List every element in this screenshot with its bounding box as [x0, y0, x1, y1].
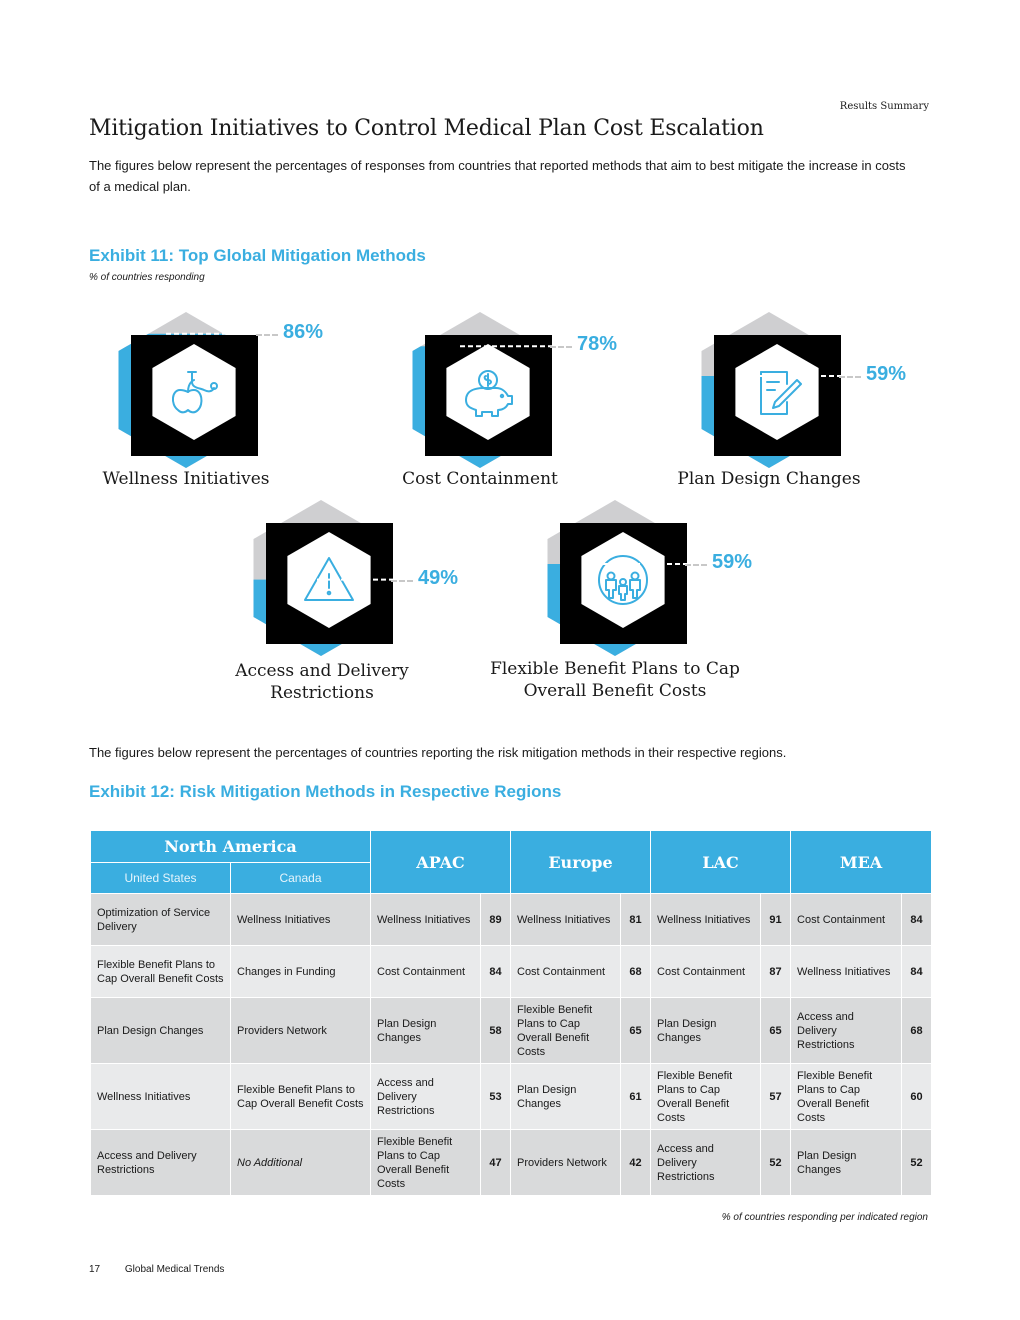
mea-method-cell: Cost Containment: [791, 894, 902, 946]
hexagon-graphic: [405, 310, 555, 470]
exhibit-12-intro: The figures below represent the percentages of countries reporting the risk mitigation methods in their respective regions.: [89, 745, 787, 760]
method-label: Wellness Initiatives: [102, 469, 270, 489]
hexagon-graphic: [246, 498, 396, 658]
mea-value-cell: 84: [902, 894, 932, 946]
mitigation-method-1: [111, 310, 261, 470]
apac-method-cell: Flexible Benefit Plans to Cap Overall Benefit Costs: [371, 1130, 481, 1196]
apac-value-cell: 84: [481, 946, 511, 998]
percentage-leader-line: [685, 564, 707, 566]
page-footer: [89, 1264, 224, 1275]
europe-value-cell: 65: [621, 998, 651, 1064]
header-united-states: United States: [91, 863, 231, 894]
percentage-leader-line: [256, 334, 278, 336]
hexagon-graphic: [111, 310, 261, 470]
europe-method-cell: Flexible Benefit Plans to Cap Overall Benefit Costs: [511, 998, 621, 1064]
mitigation-method-3: [694, 310, 844, 470]
us-cell: Plan Design Changes: [91, 998, 231, 1064]
apac-value-cell: 58: [481, 998, 511, 1064]
mea-value-cell: 84: [902, 946, 932, 998]
lac-method-cell: Wellness Initiatives: [651, 894, 761, 946]
lac-value-cell: 65: [761, 998, 791, 1064]
lac-value-cell: 87: [761, 946, 791, 998]
percentage-label: 78%: [577, 333, 618, 356]
table-row: [91, 998, 932, 1064]
exhibit-11-title: Exhibit 11: Top Global Mitigation Methods: [89, 246, 426, 265]
europe-method-cell: Plan Design Changes: [511, 1064, 621, 1130]
mitigation-method-2: [405, 310, 555, 470]
mea-value-cell: 60: [902, 1064, 932, 1130]
europe-value-cell: 68: [621, 946, 651, 998]
header-lac: LAC: [651, 831, 791, 894]
europe-method-cell: Cost Containment: [511, 946, 621, 998]
apac-value-cell: 53: [481, 1064, 511, 1130]
apac-method-cell: Access and Delivery Restrictions: [371, 1064, 481, 1130]
percentage-label: 86%: [283, 320, 324, 343]
percentage-leader-line: [550, 346, 572, 348]
header-north-america: North America: [91, 831, 371, 863]
method-label: Flexible Benefit Plans to Cap Overall Benefit Costs: [490, 659, 740, 701]
lac-method-cell: Plan Design Changes: [651, 998, 761, 1064]
lac-method-cell: Cost Containment: [651, 946, 761, 998]
europe-value-cell: 61: [621, 1064, 651, 1130]
europe-value-cell: 81: [621, 894, 651, 946]
regions-table: [90, 830, 932, 1196]
apac-method-cell: Plan Design Changes: [371, 998, 481, 1064]
intro-paragraph: The figures below represent the percentages of responses from countries that reported methods that aim to best mitigate the increase in costs of a medical plan.: [89, 158, 906, 194]
canada-cell: Wellness Initiatives: [231, 894, 371, 946]
table-row: [91, 894, 932, 946]
table-row: [91, 1064, 932, 1130]
regions-table-body: [91, 894, 932, 1196]
exhibit-12-title: Exhibit 12: Risk Mitigation Methods in Respective Regions: [89, 782, 562, 801]
canada-cell: No Additional: [231, 1130, 371, 1196]
mea-method-cell: Access and Delivery Restrictions: [791, 998, 902, 1064]
us-cell: Access and Delivery Restrictions: [91, 1130, 231, 1196]
canada-cell: Changes in Funding: [231, 946, 371, 998]
apac-value-cell: 47: [481, 1130, 511, 1196]
header-mea: MEA: [791, 831, 932, 894]
header-canada: Canada: [231, 863, 371, 894]
method-label: Access and Delivery Restrictions: [235, 661, 409, 703]
apac-value-cell: 89: [481, 894, 511, 946]
table-row: [91, 946, 932, 998]
header-apac: APAC: [371, 831, 511, 894]
us-cell: Flexible Benefit Plans to Cap Overall Benefit Costs: [91, 946, 231, 998]
percentage-leader-line: [839, 376, 861, 378]
method-label: Cost Containment: [402, 469, 558, 489]
exhibit-11-subtitle: % of countries responding: [89, 272, 205, 283]
mea-value-cell: 68: [902, 998, 932, 1064]
section-label: Results Summary: [839, 101, 929, 112]
percentage-leader-line: [391, 580, 413, 582]
percentage-label: 59%: [712, 550, 753, 573]
percentage-label: 59%: [866, 362, 907, 385]
europe-method-cell: Providers Network: [511, 1130, 621, 1196]
method-label: Plan Design Changes: [677, 469, 861, 489]
table-row: [91, 1130, 932, 1196]
us-cell: Wellness Initiatives: [91, 1064, 231, 1130]
canada-cell: Providers Network: [231, 998, 371, 1064]
apac-method-cell: Wellness Initiatives: [371, 894, 481, 946]
publication-name: Global Medical Trends: [124, 1264, 225, 1275]
lac-method-cell: Flexible Benefit Plans to Cap Overall Benefit Costs: [651, 1064, 761, 1130]
canada-cell: Flexible Benefit Plans to Cap Overall Benefit Costs: [231, 1064, 371, 1130]
hexagon-graphic: [694, 310, 844, 470]
mea-method-cell: Plan Design Changes: [791, 1130, 902, 1196]
lac-method-cell: Access and Delivery Restrictions: [651, 1130, 761, 1196]
page-number: 17: [89, 1264, 101, 1275]
europe-value-cell: 42: [621, 1130, 651, 1196]
lac-value-cell: 91: [761, 894, 791, 946]
mea-method-cell: Wellness Initiatives: [791, 946, 902, 998]
lac-value-cell: 57: [761, 1064, 791, 1130]
mitigation-method-4: [246, 498, 396, 658]
us-cell: Optimization of Service Delivery: [91, 894, 231, 946]
header-europe: Europe: [511, 831, 651, 894]
mitigation-method-5: [540, 498, 690, 658]
apac-method-cell: Cost Containment: [371, 946, 481, 998]
page-title: Mitigation Initiatives to Control Medical Plan Cost Escalation: [89, 116, 764, 141]
lac-value-cell: 52: [761, 1130, 791, 1196]
europe-method-cell: Wellness Initiatives: [511, 894, 621, 946]
mea-method-cell: Flexible Benefit Plans to Cap Overall Benefit Costs: [791, 1064, 902, 1130]
hexagon-graphic: [540, 498, 690, 658]
mea-value-cell: 52: [902, 1130, 932, 1196]
table-note: % of countries responding per indicated region: [721, 1212, 928, 1223]
percentage-label: 49%: [418, 566, 459, 589]
